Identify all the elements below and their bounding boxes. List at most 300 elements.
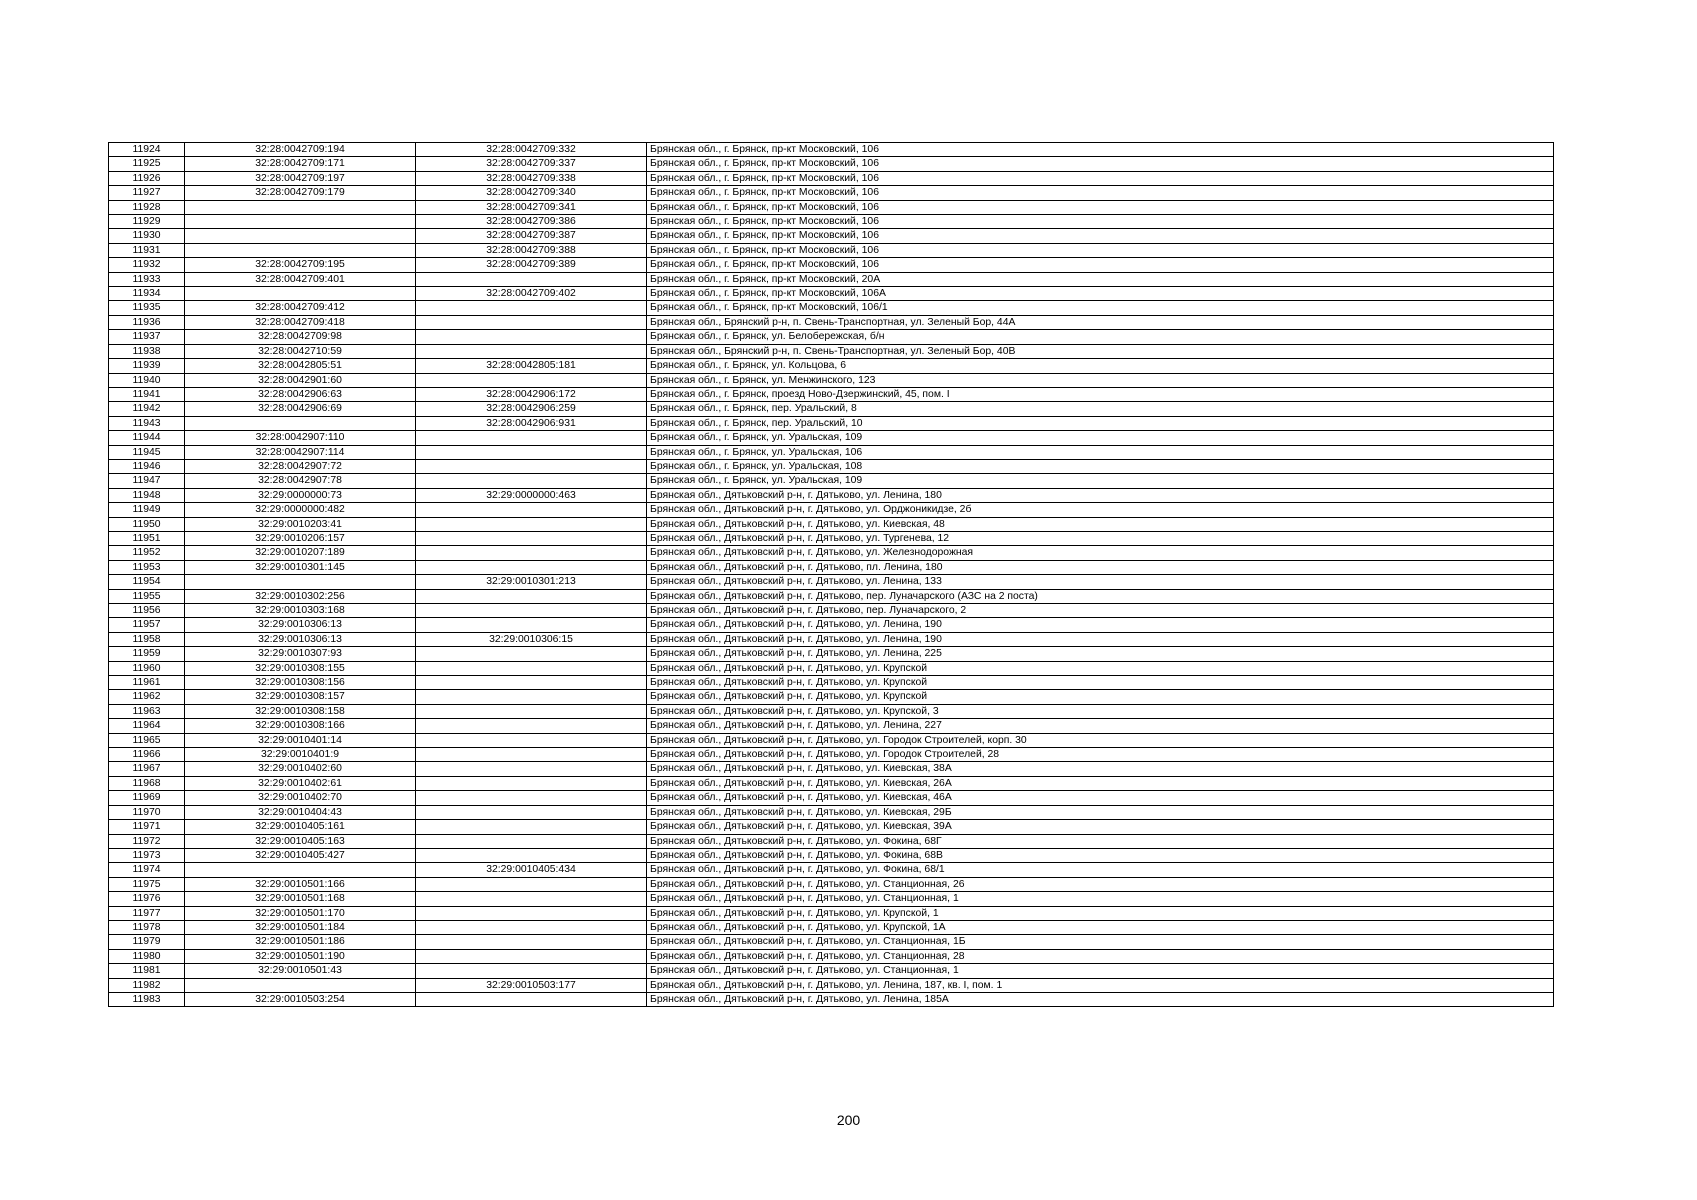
address-cell: Брянская обл., Дятьковский р-н, г. Дятьково, ул. Киевская, 48 bbox=[647, 517, 1554, 531]
address-cell: Брянская обл., Дятьковский р-н, г. Дятьково, ул. Крупской bbox=[647, 676, 1554, 690]
table-row bbox=[109, 863, 1554, 877]
related-cadastral-number-cell bbox=[416, 676, 647, 690]
registry-table bbox=[108, 142, 1554, 1007]
row-number-cell: 11928 bbox=[109, 200, 185, 214]
cadastral-number-cell: 32:28:0042709:98 bbox=[185, 330, 416, 344]
table-row bbox=[109, 387, 1554, 401]
table-row bbox=[109, 964, 1554, 978]
table-row bbox=[109, 186, 1554, 200]
table-row bbox=[109, 618, 1554, 632]
cadastral-number-cell: 32:29:0010405:161 bbox=[185, 820, 416, 834]
cadastral-number-cell: 32:29:0010207:189 bbox=[185, 546, 416, 560]
table-row bbox=[109, 690, 1554, 704]
address-cell: Брянская обл., г. Брянск, проезд Ново-Дзержинский, 45, пом. I bbox=[647, 387, 1554, 401]
table-row bbox=[109, 431, 1554, 445]
address-cell: Брянская обл., Дятьковский р-н, г. Дятьково, ул. Станционная, 26 bbox=[647, 877, 1554, 891]
row-number-cell: 11965 bbox=[109, 733, 185, 747]
row-number-cell: 11969 bbox=[109, 791, 185, 805]
related-cadastral-number-cell bbox=[416, 704, 647, 718]
address-cell: Брянская обл., Дятьковский р-н, г. Дятьково, ул. Ленина, 187, кв. I, пом. 1 bbox=[647, 978, 1554, 992]
cadastral-number-cell: 32:29:0010501:186 bbox=[185, 935, 416, 949]
cadastral-number-cell: 32:28:0042901:60 bbox=[185, 373, 416, 387]
table-row bbox=[109, 834, 1554, 848]
related-cadastral-number-cell: 32:28:0042709:402 bbox=[416, 287, 647, 301]
related-cadastral-number-cell: 32:28:0042906:259 bbox=[416, 402, 647, 416]
table-row bbox=[109, 632, 1554, 646]
row-number-cell: 11941 bbox=[109, 387, 185, 401]
related-cadastral-number-cell bbox=[416, 445, 647, 459]
related-cadastral-number-cell: 32:29:0000000:463 bbox=[416, 488, 647, 502]
address-cell: Брянская обл., г. Брянск, пр-кт Московский, 106 bbox=[647, 171, 1554, 185]
row-number-cell: 11972 bbox=[109, 834, 185, 848]
related-cadastral-number-cell: 32:28:0042805:181 bbox=[416, 359, 647, 373]
address-cell: Брянская обл., г. Брянск, пр-кт Московский, 106 bbox=[647, 215, 1554, 229]
address-cell: Брянская обл., г. Брянск, пр-кт Московский, 106 bbox=[647, 157, 1554, 171]
registry-table-body bbox=[109, 143, 1554, 1007]
table-row bbox=[109, 171, 1554, 185]
address-cell: Брянская обл., Дятьковский р-н, г. Дятьково, ул. Крупской, 3 bbox=[647, 704, 1554, 718]
related-cadastral-number-cell: 32:28:0042709:341 bbox=[416, 200, 647, 214]
cadastral-number-cell: 32:28:0042709:197 bbox=[185, 171, 416, 185]
related-cadastral-number-cell bbox=[416, 647, 647, 661]
row-number-cell: 11983 bbox=[109, 992, 185, 1006]
table-row bbox=[109, 877, 1554, 891]
row-number-cell: 11931 bbox=[109, 243, 185, 257]
row-number-cell: 11949 bbox=[109, 503, 185, 517]
row-number-cell: 11940 bbox=[109, 373, 185, 387]
address-cell: Брянская обл., г. Брянск, пр-кт Московский, 106 bbox=[647, 258, 1554, 272]
row-number-cell: 11946 bbox=[109, 459, 185, 473]
address-cell: Брянская обл., Дятьковский р-н, г. Дятьково, пер. Луначарского (АЗС на 2 поста) bbox=[647, 589, 1554, 603]
table-row bbox=[109, 575, 1554, 589]
cadastral-number-cell: 32:28:0042709:195 bbox=[185, 258, 416, 272]
table-row bbox=[109, 258, 1554, 272]
related-cadastral-number-cell bbox=[416, 776, 647, 790]
cadastral-number-cell: 32:28:0042710:59 bbox=[185, 344, 416, 358]
row-number-cell: 11942 bbox=[109, 402, 185, 416]
row-number-cell: 11962 bbox=[109, 690, 185, 704]
table-row bbox=[109, 992, 1554, 1006]
cadastral-number-cell: 32:28:0042709:401 bbox=[185, 272, 416, 286]
row-number-cell: 11936 bbox=[109, 315, 185, 329]
table-row bbox=[109, 503, 1554, 517]
related-cadastral-number-cell bbox=[416, 805, 647, 819]
address-cell: Брянская обл., Дятьковский р-н, г. Дятьково, ул. Орджоникидзе, 2б bbox=[647, 503, 1554, 517]
related-cadastral-number-cell: 32:28:0042709:332 bbox=[416, 143, 647, 157]
cadastral-number-cell: 32:28:0042907:78 bbox=[185, 474, 416, 488]
row-number-cell: 11925 bbox=[109, 157, 185, 171]
address-cell: Брянская обл., Дятьковский р-н, г. Дятьково, ул. Железнодорожная bbox=[647, 546, 1554, 560]
related-cadastral-number-cell bbox=[416, 719, 647, 733]
table-row bbox=[109, 906, 1554, 920]
related-cadastral-number-cell bbox=[416, 531, 647, 545]
related-cadastral-number-cell bbox=[416, 604, 647, 618]
cadastral-number-cell bbox=[185, 243, 416, 257]
related-cadastral-number-cell: 32:29:0010306:15 bbox=[416, 632, 647, 646]
cadastral-number-cell: 32:29:0010501:168 bbox=[185, 892, 416, 906]
table-row bbox=[109, 978, 1554, 992]
related-cadastral-number-cell bbox=[416, 733, 647, 747]
cadastral-number-cell: 32:28:0042709:418 bbox=[185, 315, 416, 329]
row-number-cell: 11950 bbox=[109, 517, 185, 531]
table-row bbox=[109, 416, 1554, 430]
cadastral-number-cell: 32:29:0010306:13 bbox=[185, 618, 416, 632]
table-row bbox=[109, 776, 1554, 790]
address-cell: Брянская обл., Дятьковский р-н, г. Дятьково, ул. Станционная, 1 bbox=[647, 892, 1554, 906]
cadastral-number-cell bbox=[185, 200, 416, 214]
table-row bbox=[109, 805, 1554, 819]
related-cadastral-number-cell: 32:28:0042906:172 bbox=[416, 387, 647, 401]
address-cell: Брянская обл., г. Брянск, пр-кт Московский, 106 bbox=[647, 143, 1554, 157]
row-number-cell: 11943 bbox=[109, 416, 185, 430]
related-cadastral-number-cell bbox=[416, 344, 647, 358]
row-number-cell: 11939 bbox=[109, 359, 185, 373]
address-cell: Брянская обл., Дятьковский р-н, г. Дятьково, ул. Киевская, 38А bbox=[647, 762, 1554, 776]
row-number-cell: 11930 bbox=[109, 229, 185, 243]
cadastral-number-cell: 32:29:0010501:190 bbox=[185, 949, 416, 963]
row-number-cell: 11977 bbox=[109, 906, 185, 920]
row-number-cell: 11951 bbox=[109, 531, 185, 545]
row-number-cell: 11968 bbox=[109, 776, 185, 790]
row-number-cell: 11976 bbox=[109, 892, 185, 906]
row-number-cell: 11927 bbox=[109, 186, 185, 200]
address-cell: Брянская обл., г. Брянск, пр-кт Московский, 106 bbox=[647, 229, 1554, 243]
cadastral-number-cell bbox=[185, 863, 416, 877]
address-cell: Брянская обл., Дятьковский р-н, г. Дятьково, ул. Фокина, 68Г bbox=[647, 834, 1554, 848]
related-cadastral-number-cell bbox=[416, 920, 647, 934]
table-row bbox=[109, 719, 1554, 733]
related-cadastral-number-cell: 32:28:0042709:340 bbox=[416, 186, 647, 200]
cadastral-number-cell: 32:29:0010402:70 bbox=[185, 791, 416, 805]
table-row bbox=[109, 474, 1554, 488]
row-number-cell: 11981 bbox=[109, 964, 185, 978]
address-cell: Брянская обл., г. Брянск, пер. Уральский, 10 bbox=[647, 416, 1554, 430]
table-row bbox=[109, 344, 1554, 358]
table-row bbox=[109, 560, 1554, 574]
table-row bbox=[109, 315, 1554, 329]
table-row bbox=[109, 488, 1554, 502]
row-number-cell: 11980 bbox=[109, 949, 185, 963]
row-number-cell: 11963 bbox=[109, 704, 185, 718]
address-cell: Брянская обл., Дятьковский р-н, г. Дятьково, ул. Киевская, 29Б bbox=[647, 805, 1554, 819]
cadastral-number-cell: 32:29:0010405:427 bbox=[185, 848, 416, 862]
related-cadastral-number-cell bbox=[416, 906, 647, 920]
cadastral-number-cell: 32:29:0010303:168 bbox=[185, 604, 416, 618]
related-cadastral-number-cell: 32:28:0042709:388 bbox=[416, 243, 647, 257]
related-cadastral-number-cell: 32:28:0042709:338 bbox=[416, 171, 647, 185]
cadastral-number-cell bbox=[185, 978, 416, 992]
cadastral-number-cell: 32:29:0010307:93 bbox=[185, 647, 416, 661]
row-number-cell: 11970 bbox=[109, 805, 185, 819]
cadastral-number-cell: 32:29:0010501:170 bbox=[185, 906, 416, 920]
table-row bbox=[109, 704, 1554, 718]
table-row bbox=[109, 949, 1554, 963]
address-cell: Брянская обл., Дятьковский р-н, г. Дятьково, ул. Городок Строителей, 28 bbox=[647, 748, 1554, 762]
table-row bbox=[109, 215, 1554, 229]
table-row bbox=[109, 143, 1554, 157]
row-number-cell: 11964 bbox=[109, 719, 185, 733]
cadastral-number-cell bbox=[185, 416, 416, 430]
cadastral-number-cell: 32:29:0010501:184 bbox=[185, 920, 416, 934]
related-cadastral-number-cell bbox=[416, 820, 647, 834]
row-number-cell: 11975 bbox=[109, 877, 185, 891]
address-cell: Брянская обл., Дятьковский р-н, г. Дятьково, ул. Ленина, 180 bbox=[647, 488, 1554, 502]
cadastral-number-cell: 32:29:0010402:60 bbox=[185, 762, 416, 776]
row-number-cell: 11958 bbox=[109, 632, 185, 646]
table-row bbox=[109, 791, 1554, 805]
address-cell: Брянская обл., г. Брянск, пр-кт Московский, 106 bbox=[647, 200, 1554, 214]
address-cell: Брянская обл., г. Брянск, ул. Кольцова, 6 bbox=[647, 359, 1554, 373]
address-cell: Брянская обл., Дятьковский р-н, г. Дятьково, ул. Ленина, 190 bbox=[647, 618, 1554, 632]
row-number-cell: 11934 bbox=[109, 287, 185, 301]
table-row bbox=[109, 287, 1554, 301]
table-row bbox=[109, 200, 1554, 214]
address-cell: Брянская обл., Дятьковский р-н, г. Дятьково, ул. Фокина, 68В bbox=[647, 848, 1554, 862]
related-cadastral-number-cell bbox=[416, 791, 647, 805]
table-row bbox=[109, 445, 1554, 459]
cadastral-number-cell: 32:28:0042709:179 bbox=[185, 186, 416, 200]
address-cell: Брянская обл., Дятьковский р-н, г. Дятьково, ул. Фокина, 68/1 bbox=[647, 863, 1554, 877]
related-cadastral-number-cell bbox=[416, 964, 647, 978]
address-cell: Брянская обл., г. Брянск, ул. Уральская, 109 bbox=[647, 474, 1554, 488]
table-row bbox=[109, 459, 1554, 473]
address-cell: Брянская обл., Дятьковский р-н, г. Дятьково, ул. Крупской bbox=[647, 690, 1554, 704]
row-number-cell: 11938 bbox=[109, 344, 185, 358]
address-cell: Брянская обл., г. Брянск, пр-кт Московский, 106А bbox=[647, 287, 1554, 301]
cadastral-number-cell: 32:29:0010503:254 bbox=[185, 992, 416, 1006]
table-row bbox=[109, 272, 1554, 286]
cadastral-number-cell: 32:29:0010301:145 bbox=[185, 560, 416, 574]
address-cell: Брянская обл., Дятьковский р-н, г. Дятьково, ул. Ленина, 185А bbox=[647, 992, 1554, 1006]
related-cadastral-number-cell bbox=[416, 848, 647, 862]
cadastral-number-cell bbox=[185, 229, 416, 243]
table-row bbox=[109, 676, 1554, 690]
related-cadastral-number-cell bbox=[416, 373, 647, 387]
row-number-cell: 11971 bbox=[109, 820, 185, 834]
related-cadastral-number-cell bbox=[416, 474, 647, 488]
row-number-cell: 11982 bbox=[109, 978, 185, 992]
row-number-cell: 11952 bbox=[109, 546, 185, 560]
address-cell: Брянская обл., Дятьковский р-н, г. Дятьково, ул. Ленина, 225 bbox=[647, 647, 1554, 661]
table-row bbox=[109, 661, 1554, 675]
address-cell: Брянская обл., Дятьковский р-н, г. Дятьково, ул. Тургенева, 12 bbox=[647, 531, 1554, 545]
related-cadastral-number-cell bbox=[416, 877, 647, 891]
cadastral-number-cell: 32:29:0000000:482 bbox=[185, 503, 416, 517]
address-cell: Брянская обл., г. Брянск, пр-кт Московский, 106 bbox=[647, 186, 1554, 200]
related-cadastral-number-cell bbox=[416, 301, 647, 315]
address-cell: Брянская обл., Дятьковский р-н, г. Дятьково, ул. Станционная, 1 bbox=[647, 964, 1554, 978]
related-cadastral-number-cell bbox=[416, 546, 647, 560]
cadastral-number-cell bbox=[185, 287, 416, 301]
cadastral-number-cell: 32:28:0042709:171 bbox=[185, 157, 416, 171]
row-number-cell: 11953 bbox=[109, 560, 185, 574]
cadastral-number-cell: 32:29:0010308:158 bbox=[185, 704, 416, 718]
cadastral-number-cell: 32:28:0042709:194 bbox=[185, 143, 416, 157]
row-number-cell: 11954 bbox=[109, 575, 185, 589]
address-cell: Брянская обл., г. Брянск, пер. Уральский, 8 bbox=[647, 402, 1554, 416]
related-cadastral-number-cell: 32:29:0010503:177 bbox=[416, 978, 647, 992]
related-cadastral-number-cell: 32:28:0042709:387 bbox=[416, 229, 647, 243]
table-row bbox=[109, 848, 1554, 862]
table-row bbox=[109, 301, 1554, 315]
row-number-cell: 11974 bbox=[109, 863, 185, 877]
related-cadastral-number-cell bbox=[416, 690, 647, 704]
row-number-cell: 11926 bbox=[109, 171, 185, 185]
related-cadastral-number-cell bbox=[416, 330, 647, 344]
row-number-cell: 11945 bbox=[109, 445, 185, 459]
related-cadastral-number-cell bbox=[416, 935, 647, 949]
cadastral-number-cell: 32:29:0000000:73 bbox=[185, 488, 416, 502]
address-cell: Брянская обл., г. Брянск, ул. Уральская, 109 bbox=[647, 431, 1554, 445]
row-number-cell: 11979 bbox=[109, 935, 185, 949]
row-number-cell: 11937 bbox=[109, 330, 185, 344]
address-cell: Брянская обл., Дятьковский р-н, г. Дятьково, ул. Городок Строителей, корп. 30 bbox=[647, 733, 1554, 747]
table-row bbox=[109, 359, 1554, 373]
row-number-cell: 11966 bbox=[109, 748, 185, 762]
table-row bbox=[109, 820, 1554, 834]
related-cadastral-number-cell bbox=[416, 949, 647, 963]
row-number-cell: 11948 bbox=[109, 488, 185, 502]
table-row bbox=[109, 546, 1554, 560]
row-number-cell: 11944 bbox=[109, 431, 185, 445]
table-row bbox=[109, 157, 1554, 171]
related-cadastral-number-cell: 32:28:0042709:389 bbox=[416, 258, 647, 272]
related-cadastral-number-cell bbox=[416, 272, 647, 286]
row-number-cell: 11955 bbox=[109, 589, 185, 603]
row-number-cell: 11956 bbox=[109, 604, 185, 618]
cadastral-number-cell: 32:28:0042906:63 bbox=[185, 387, 416, 401]
address-cell: Брянская обл., г. Брянск, пр-кт Московский, 106 bbox=[647, 243, 1554, 257]
related-cadastral-number-cell bbox=[416, 834, 647, 848]
table-row bbox=[109, 762, 1554, 776]
cadastral-number-cell: 32:29:0010302:256 bbox=[185, 589, 416, 603]
related-cadastral-number-cell bbox=[416, 661, 647, 675]
related-cadastral-number-cell bbox=[416, 315, 647, 329]
address-cell: Брянская обл., Дятьковский р-н, г. Дятьково, ул. Крупской, 1 bbox=[647, 906, 1554, 920]
cadastral-number-cell: 32:29:0010206:157 bbox=[185, 531, 416, 545]
address-cell: Брянская обл., Дятьковский р-н, г. Дятьково, ул. Киевская, 26А bbox=[647, 776, 1554, 790]
related-cadastral-number-cell: 32:29:0010301:213 bbox=[416, 575, 647, 589]
page-number: 200 bbox=[836, 1112, 861, 1128]
cadastral-number-cell: 32:29:0010402:61 bbox=[185, 776, 416, 790]
address-cell: Брянская обл., Дятьковский р-н, г. Дятьково, ул. Киевская, 39А bbox=[647, 820, 1554, 834]
table-row bbox=[109, 517, 1554, 531]
row-number-cell: 11924 bbox=[109, 143, 185, 157]
table-row bbox=[109, 531, 1554, 545]
related-cadastral-number-cell bbox=[416, 517, 647, 531]
cadastral-number-cell: 32:29:0010308:166 bbox=[185, 719, 416, 733]
related-cadastral-number-cell bbox=[416, 560, 647, 574]
cadastral-number-cell: 32:29:0010401:9 bbox=[185, 748, 416, 762]
address-cell: Брянская обл., г. Брянск, ул. Уральская, 108 bbox=[647, 459, 1554, 473]
row-number-cell: 11961 bbox=[109, 676, 185, 690]
related-cadastral-number-cell bbox=[416, 748, 647, 762]
cadastral-number-cell bbox=[185, 575, 416, 589]
cadastral-number-cell: 32:28:0042906:69 bbox=[185, 402, 416, 416]
cadastral-number-cell: 32:28:0042907:110 bbox=[185, 431, 416, 445]
address-cell: Брянская обл., Дятьковский р-н, г. Дятьково, ул. Ленина, 133 bbox=[647, 575, 1554, 589]
cadastral-number-cell: 32:28:0042709:412 bbox=[185, 301, 416, 315]
related-cadastral-number-cell bbox=[416, 992, 647, 1006]
address-cell: Брянская обл., г. Брянск, пр-кт Московский, 106/1 bbox=[647, 301, 1554, 315]
cadastral-number-cell: 32:29:0010306:13 bbox=[185, 632, 416, 646]
table-row bbox=[109, 604, 1554, 618]
table-row bbox=[109, 589, 1554, 603]
address-cell: Брянская обл., г. Брянск, пр-кт Московский, 20А bbox=[647, 272, 1554, 286]
cadastral-number-cell: 32:29:0010501:166 bbox=[185, 877, 416, 891]
address-cell: Брянская обл., Дятьковский р-н, г. Дятьково, ул. Ленина, 227 bbox=[647, 719, 1554, 733]
row-number-cell: 11959 bbox=[109, 647, 185, 661]
row-number-cell: 11933 bbox=[109, 272, 185, 286]
address-cell: Брянская обл., Брянский р-н, п. Свень-Транспортная, ул. Зеленый Бор, 40В bbox=[647, 344, 1554, 358]
row-number-cell: 11932 bbox=[109, 258, 185, 272]
row-number-cell: 11973 bbox=[109, 848, 185, 862]
row-number-cell: 11947 bbox=[109, 474, 185, 488]
address-cell: Брянская обл., Дятьковский р-н, г. Дятьково, ул. Крупской bbox=[647, 661, 1554, 675]
row-number-cell: 11957 bbox=[109, 618, 185, 632]
address-cell: Брянская обл., Дятьковский р-н, г. Дятьково, ул. Ленина, 190 bbox=[647, 632, 1554, 646]
row-number-cell: 11960 bbox=[109, 661, 185, 675]
related-cadastral-number-cell bbox=[416, 892, 647, 906]
row-number-cell: 11935 bbox=[109, 301, 185, 315]
cadastral-number-cell bbox=[185, 215, 416, 229]
related-cadastral-number-cell: 32:28:0042709:337 bbox=[416, 157, 647, 171]
address-cell: Брянская обл., Дятьковский р-н, г. Дятьково, ул. Крупской, 1А bbox=[647, 920, 1554, 934]
address-cell: Брянская обл., Дятьковский р-н, г. Дятьково, пер. Луначарского, 2 bbox=[647, 604, 1554, 618]
related-cadastral-number-cell: 32:28:0042709:386 bbox=[416, 215, 647, 229]
cadastral-number-cell: 32:29:0010401:14 bbox=[185, 733, 416, 747]
table-row bbox=[109, 229, 1554, 243]
row-number-cell: 11978 bbox=[109, 920, 185, 934]
related-cadastral-number-cell bbox=[416, 459, 647, 473]
related-cadastral-number-cell bbox=[416, 618, 647, 632]
address-cell: Брянская обл., Дятьковский р-н, г. Дятьково, ул. Станционная, 1Б bbox=[647, 935, 1554, 949]
cadastral-number-cell: 32:29:0010308:156 bbox=[185, 676, 416, 690]
cadastral-number-cell: 32:28:0042907:72 bbox=[185, 459, 416, 473]
related-cadastral-number-cell bbox=[416, 762, 647, 776]
table-row bbox=[109, 647, 1554, 661]
address-cell: Брянская обл., Дятьковский р-н, г. Дятьково, пл. Ленина, 180 bbox=[647, 560, 1554, 574]
address-cell: Брянская обл., г. Брянск, ул. Уральская, 106 bbox=[647, 445, 1554, 459]
table-row bbox=[109, 892, 1554, 906]
table-row bbox=[109, 920, 1554, 934]
address-cell: Брянская обл., г. Брянск, ул. Менжинского, 123 bbox=[647, 373, 1554, 387]
address-cell: Брянская обл., Брянский р-н, п. Свень-Транспортная, ул. Зеленый Бор, 44А bbox=[647, 315, 1554, 329]
related-cadastral-number-cell: 32:29:0010405:434 bbox=[416, 863, 647, 877]
related-cadastral-number-cell bbox=[416, 589, 647, 603]
row-number-cell: 11929 bbox=[109, 215, 185, 229]
table-row bbox=[109, 935, 1554, 949]
cadastral-number-cell: 32:29:0010501:43 bbox=[185, 964, 416, 978]
address-cell: Брянская обл., г. Брянск, ул. Белобережская, б/н bbox=[647, 330, 1554, 344]
table-row bbox=[109, 243, 1554, 257]
cadastral-number-cell: 32:29:0010405:163 bbox=[185, 834, 416, 848]
cadastral-number-cell: 32:29:0010308:155 bbox=[185, 661, 416, 675]
related-cadastral-number-cell bbox=[416, 503, 647, 517]
cadastral-number-cell: 32:29:0010308:157 bbox=[185, 690, 416, 704]
table-row bbox=[109, 733, 1554, 747]
cadastral-number-cell: 32:29:0010203:41 bbox=[185, 517, 416, 531]
address-cell: Брянская обл., Дятьковский р-н, г. Дятьково, ул. Станционная, 28 bbox=[647, 949, 1554, 963]
table-row bbox=[109, 373, 1554, 387]
related-cadastral-number-cell: 32:28:0042906:931 bbox=[416, 416, 647, 430]
row-number-cell: 11967 bbox=[109, 762, 185, 776]
cadastral-number-cell: 32:28:0042805:51 bbox=[185, 359, 416, 373]
related-cadastral-number-cell bbox=[416, 431, 647, 445]
table-row bbox=[109, 748, 1554, 762]
table-row bbox=[109, 330, 1554, 344]
address-cell: Брянская обл., Дятьковский р-н, г. Дятьково, ул. Киевская, 46А bbox=[647, 791, 1554, 805]
